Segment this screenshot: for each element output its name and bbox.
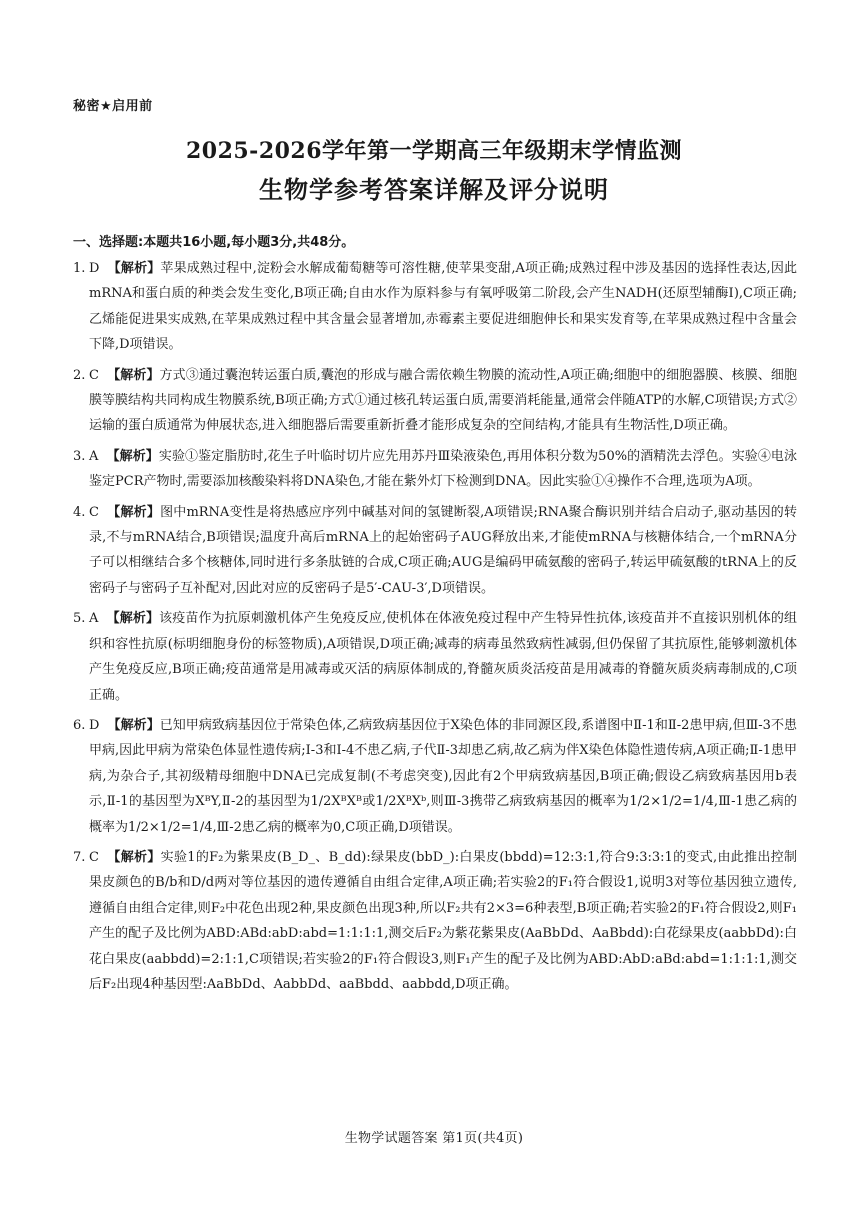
item-answer: D [89, 717, 100, 733]
analysis-text: 实验1的F₂为紫果皮(B_D_、B_dd):绿果皮(bbD_):白果皮(bbdd)=12:3:1,符合9:3:3:1的变式,由此推出控制果皮颜色的B/b和D/d两对等位基因的遗传遵循自由组合定律,A项正确;若实验2的F₁符合假设1,说明3对等位基因独立遗传,遵循自由组合定律,则F₂中花色出现2种,果皮颜色出现3种,所以F₂共有2×3=6种表型,B项正确;若实验2的F₁符合假设2,则F₁产生的配子及比例为ABD:ABd:abD:abd=1:1:1:1,测交后F₂为紫花紫果皮(AaBbDd、AaBbdd):白花绿果皮(aabbDd):白花白果皮(aabbdd)=2:1:1,C项错误;若实验2的F₁符合假设3,则F₁产生的配子及比例为ABD:AbD:aBd:abd=1:1:1:1,测交后F₂出现4种基因型:AaBbDd、AabbDd、aaBbdd、aabbdd,D项正确。 [89, 849, 797, 992]
item-number: 4. [73, 504, 86, 520]
page-footer: 生物学试题答案 第1页(共4页) [344, 1131, 524, 1146]
answer-item [73, 845, 797, 997]
item-answer: A [89, 611, 99, 627]
exam-title: 2025-2026学年第一学期高三年级期末学情监测 [185, 138, 683, 164]
answer-item [73, 713, 797, 840]
item-answer: C [89, 504, 99, 520]
analysis-tag: 【解析】 [107, 504, 161, 520]
analysis-tag: 【解析】 [106, 611, 160, 627]
analysis-tag: 【解析】 [107, 717, 160, 733]
answer-item [73, 444, 797, 495]
answer-item [73, 500, 797, 602]
answer-item [73, 606, 797, 708]
item-number: 6. [73, 717, 86, 733]
item-answer: D [89, 261, 100, 276]
item-number: 1. [73, 261, 86, 276]
item-answer: C [89, 849, 99, 865]
document-subtitle: 生物学参考答案详解及评分说明 [259, 176, 609, 204]
answer-item [73, 363, 797, 439]
analysis-text: 该疫苗作为抗原刺激机体产生免疫反应,使机体在体液免疫过程中产生特异性抗体,该疫苗并不直接识别机体的组织和容性抗原(标明细胞身份的标签物质),A项错误,D项正确;减毒的病毒虽然致病性减弱,但仍保留了其抗原性,能够刺激机体产生免疫反应,B项正确;疫苗通常是用减毒或灭活的病原体制成的,脊髓灰质炎活疫苗是用减毒的脊髓灰质炎病毒制成的,C项正确。 [89, 611, 797, 703]
analysis-tag: 【解析】 [106, 448, 159, 464]
answer-list [73, 256, 797, 1002]
item-number: 5. [73, 611, 86, 627]
analysis-text: 实验①鉴定脂肪时,花生子叶临时切片应先用苏丹Ⅲ染液染色,再用体积分数为50%的酒精洗去浮色。实验④电泳鉴定PCR产物时,需要添加核酸染料将DNA染色,才能在紫外灯下检测到DNA。因此实验①④操作不合理,选项为A项。 [89, 448, 797, 490]
item-answer: C [89, 367, 99, 383]
item-answer: A [89, 448, 99, 464]
item-number: 2. [73, 367, 86, 383]
answer-item [73, 256, 797, 358]
analysis-tag: 【解析】 [107, 261, 161, 276]
analysis-text: 苹果成熟过程中,淀粉会水解成葡萄糖等可溶性糖,使苹果变甜,A项正确;成熟过程中涉及基因的选择性表达,因此mRNA和蛋白质的种类会发生变化,B项正确;自由水作为原料参与有氧呼吸第二阶段,会产生NADH(还原型辅酶Ⅰ),C项正确;乙烯能促进果实成熟,在苹果成熟过程中其含量会显著增加,赤霉素主要促进细胞伸长和果实发育等,在苹果成熟过程中含量会下降,D项错误。 [89, 261, 797, 353]
analysis-text: 已知甲病致病基因位于常染色体,乙病致病基因位于X染色体的非同源区段,系谱图中Ⅱ-1和Ⅱ-2患甲病,但Ⅲ-3不患甲病,因此甲病为常染色体显性遗传病;Ⅰ-3和Ⅰ-4不患乙病,子代Ⅱ-3却患乙病,故乙病为伴X染色体隐性遗传病,A项正确;Ⅱ-1患甲病,为杂合子,其初级精母细胞中DNA已完成复制(不考虑突变),因此有2个甲病致病基因,B项正确;假设乙病致病基因用b表示,Ⅱ-1的基因型为XᴮY,Ⅱ-2的基因型为1/2XᴮXᴮ或1/2XᴮXᵇ,则Ⅲ-3携带乙病致病基因的概率为1/2×1/2=1/4,Ⅲ-1患乙病的概率为1/2×1/2=1/4,Ⅲ-2患乙病的概率为0,C项正确,D项错误。 [89, 717, 797, 835]
analysis-tag: 【解析】 [107, 849, 161, 865]
item-number: 7. [73, 849, 86, 865]
analysis-text: 图中mRNA变性是将热感应序列中碱基对间的氢键断裂,A项错误;RNA聚合酶识别并结合启动子,驱动基因的转录,不与mRNA结合,B项错误;温度升高后mRNA上的起始密码子AUG释放出来,才能使mRNA与核糖体结合,一个mRNA分子可以相继结合多个核糖体,同时进行多条肽链的合成,C项正确;AUG是编码甲硫氨酸的密码子,转运甲硫氨酸的tRNA上的反密码子与密码子互补配对,因此对应的反密码子是5′-CAU-3′,D项错误。 [89, 504, 797, 596]
analysis-tag: 【解析】 [107, 367, 160, 383]
confidential-label: 秘密★启用前 [73, 99, 153, 114]
item-number: 3. [73, 448, 86, 464]
section-heading: 一、选择题:本题共16小题,每小题3分,共48分。 [73, 235, 355, 250]
analysis-text: 方式③通过囊泡转运蛋白质,囊泡的形成与融合需依赖生物膜的流动性,A项正确;细胞中的细胞器膜、核膜、细胞膜等膜结构共同构成生物膜系统,B项正确;方式①通过核孔转运蛋白质,需要消耗能量,通常会伴随ATP的水解,C项错误;方式②运输的蛋白质通常为伸展状态,进入细胞器后需要重新折叠才能形成复杂的空间结构,才能具有生物活性,D项正确。 [89, 367, 797, 434]
